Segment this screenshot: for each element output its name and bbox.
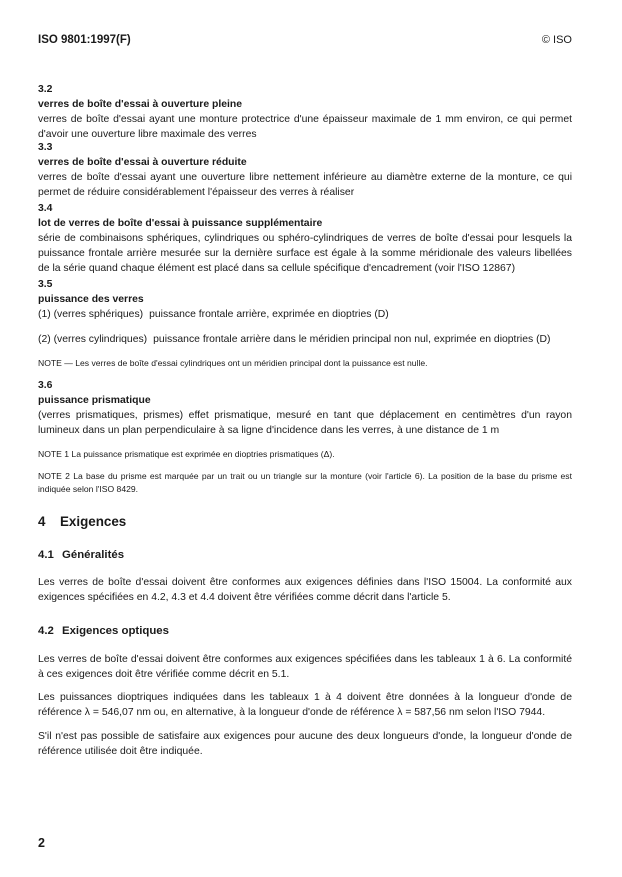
- item-text: puissance frontale arrière, exprimée en dioptries (D): [149, 309, 389, 320]
- definition-term: puissance prismatique: [38, 395, 151, 406]
- definition-3-4: [38, 201, 572, 276]
- item-text: puissance frontale arrière dans le méridien principal non nul, exprimée en dioptries (D): [153, 334, 551, 345]
- paragraph: Les puissances dioptriques indiquées dans les tableaux 1 à 4 doivent être données à la longueur d'onde de référence λ = 546,07 nm ou, en alternative, à la longueur d'onde de référence λ = 587,56 nm selon l'ISO 7944.: [38, 692, 572, 718]
- definition-term: lot de verres de boîte d'essai à puissance supplémentaire: [38, 218, 323, 229]
- standard-reference: ISO 9801:1997(F): [38, 34, 131, 46]
- definition-number: 3.3: [38, 142, 53, 153]
- note-1: NOTE 1 La puissance prismatique est exprimée en dioptries prismatiques (Δ).: [38, 449, 335, 459]
- subsection-heading: [38, 625, 169, 637]
- page-number: 2: [38, 836, 45, 850]
- item-label: (2) (verres cylindriques): [38, 334, 148, 345]
- definition-number: 3.4: [38, 203, 53, 214]
- definition-text: verres de boîte d'essai ayant une ouverture libre nettement inférieure au diamètre externe de la monture, ce qui permet de réduire considérablement l'épaisseur des verres à réaliser: [38, 172, 572, 198]
- definition-3-3: [38, 140, 572, 200]
- copyright-mark: © ISO: [541, 34, 572, 46]
- definition-term: verres de boîte d'essai à ouverture pleine: [38, 99, 243, 110]
- subsection-title: Généralités: [62, 549, 125, 561]
- item-label: (1) (verres sphériques): [38, 309, 144, 320]
- subsection-number: 4.2: [38, 625, 54, 637]
- definition-text: (verres prismatiques, prismes) effet prismatique, mesuré en tant que déplacement en centimètres d'un rayon lumineux dans un plan perpendiculaire à sa ligne d'incidence dans les verres, à une distance de 1 m: [38, 410, 572, 436]
- section-number: 4: [38, 514, 46, 529]
- list-item: [38, 307, 572, 322]
- definition-text: série de combinaisons sphériques, cylindriques ou sphéro-cylindriques de verres de boîte d'essai pour lesquels la puissance frontale arrière mesurée sur la dernière surface est égale à la somme méridionale des valeurs libellées de la série quand chaque élément est placé dans sa cellule spécifique d'encadrement (voir l'ISO 12867): [38, 233, 572, 274]
- section-heading: [38, 514, 126, 529]
- definition-text: verres de boîte d'essai ayant une monture protectrice d'une épaisseur maximale de 1 mm environ, ce qui permet d'avoir une ouverture libre maximale des verres: [38, 114, 572, 140]
- paragraph: Les verres de boîte d'essai doivent être conformes aux exigences définies dans l'ISO 15004. La conformité aux exigences spécifiées en 4.2, 4.3 et 4.4 doivent être vérifiées comme décrit dans l'article 5.: [38, 577, 572, 603]
- section-title: Exigences: [60, 514, 127, 529]
- paragraph: Les verres de boîte d'essai doivent être conformes aux exigences spécifiées dans les tableaux 1 à 6. La conformité à ces exigences doit être vérifiée comme décrit en 5.1.: [38, 654, 572, 680]
- definition-3-6: [38, 378, 572, 496]
- subsection-title: Exigences optiques: [62, 625, 169, 637]
- definition-number: 3.2: [38, 84, 53, 95]
- definition-number: 3.6: [38, 380, 53, 391]
- definition-3-2: [38, 82, 572, 142]
- subsection-heading: [38, 549, 124, 561]
- note: NOTE — Les verres de boîte d'essai cylindriques ont un méridien principal dont la puissance est nulle.: [38, 358, 428, 368]
- definition-term: puissance des verres: [38, 294, 144, 305]
- definition-3-5: [38, 277, 572, 370]
- definition-number: 3.5: [38, 279, 53, 290]
- subsection-number: 4.1: [38, 549, 54, 561]
- definition-term: verres de boîte d'essai à ouverture réduite: [38, 157, 247, 168]
- paragraph: S'il n'est pas possible de satisfaire aux exigences pour aucune des deux longueurs d'onde, la longueur d'onde de référence utilisée doit être indiquée.: [38, 731, 572, 757]
- list-item: [38, 332, 572, 347]
- note-2: NOTE 2 La base du prisme est marquée par un trait ou un triangle sur la monture (voir l'article 6). La position de la base du prisme est indiquée selon l'ISO 8429.: [38, 471, 572, 494]
